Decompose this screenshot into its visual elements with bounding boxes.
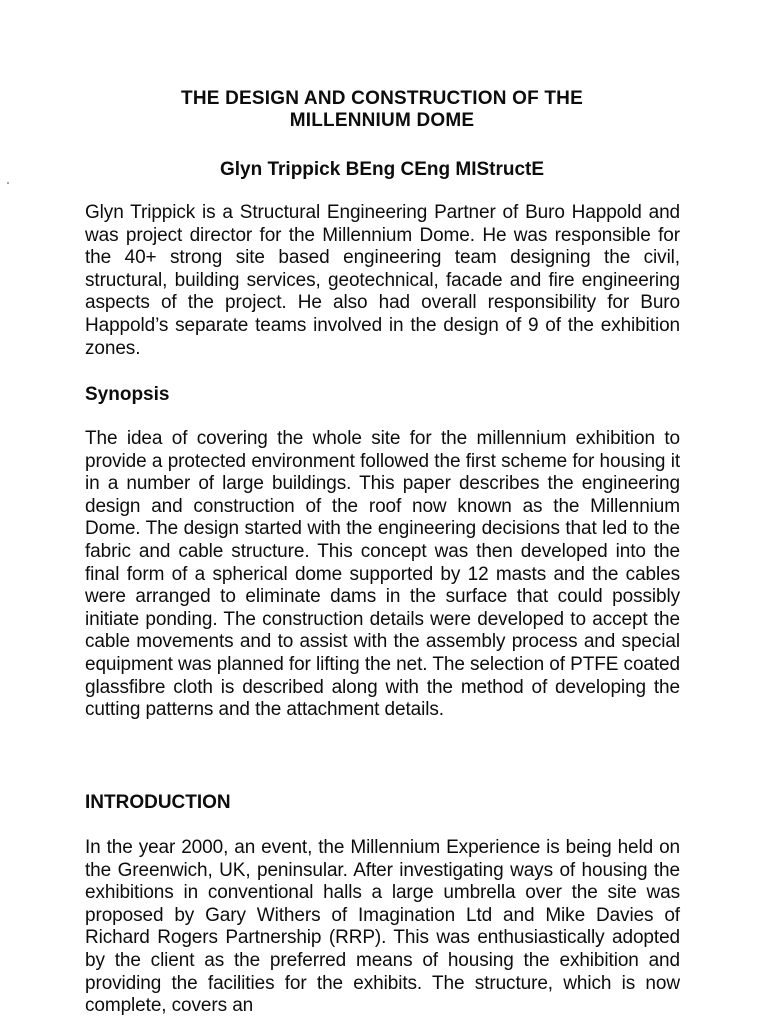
- author-bio-paragraph: Glyn Trippick is a Structural Engineering Partner of Buro Happold and was project director for the Millennium Dome. He was responsible for the 40+ strong site based engineering team designing the civil, structural, building services, geotechnical, facade and fire engineering aspects of the project. He also had overall responsibility for Buro Happold’s separate teams involved in the design of 9 of the exhibition zones.: [85, 202, 680, 359]
- introduction-paragraph: In the year 2000, an event, the Millennium Experience is being held on the Greenwich, UK, peninsular. After investigating ways of housing the exhibitions in conventional halls a large umbrella over the site was proposed by Gary Withers of Imagination Ltd and Mike Davies of Richard Rogers Partnership (RRP). This was enthusiastically adopted by the client as the preferred means of housing the exhibition and providing the facilities for the exhibits. The structure, which is now complete, covers an: [85, 837, 680, 1017]
- scan-speck: [7, 182, 9, 184]
- paper-title-line-1: THE DESIGN AND CONSTRUCTION OF THE: [181, 88, 583, 109]
- synopsis-paragraph: The idea of covering the whole site for the millennium exhibition to provide a protected environment followed the first scheme for housing it in a number of large buildings. This paper describes the engineering design and construction of the roof now known as the Millennium Dome. The design started with the engineering decisions that led to the fabric and cable structure. This concept was then developed into the final form of a spherical dome supported by 12 masts and the cables were arranged to eliminate dams in the surface that could possibly initiate ponding. The construction details were developed to accept the cable movements and to assist with the assembly process and special equipment was planned for lifting the net. The selection of PTFE coated glassfibre cloth is described along with the method of developing the cutting patterns and the attachment details.: [85, 428, 680, 721]
- author-line: Glyn Trippick BEng CEng MIStructE: [219, 159, 545, 180]
- paper-title-line-2: MILLENNIUM DOME: [289, 110, 475, 131]
- synopsis-heading: Synopsis: [85, 384, 170, 405]
- paper-title: [84, 88, 680, 132]
- introduction-heading: INTRODUCTION: [85, 792, 231, 813]
